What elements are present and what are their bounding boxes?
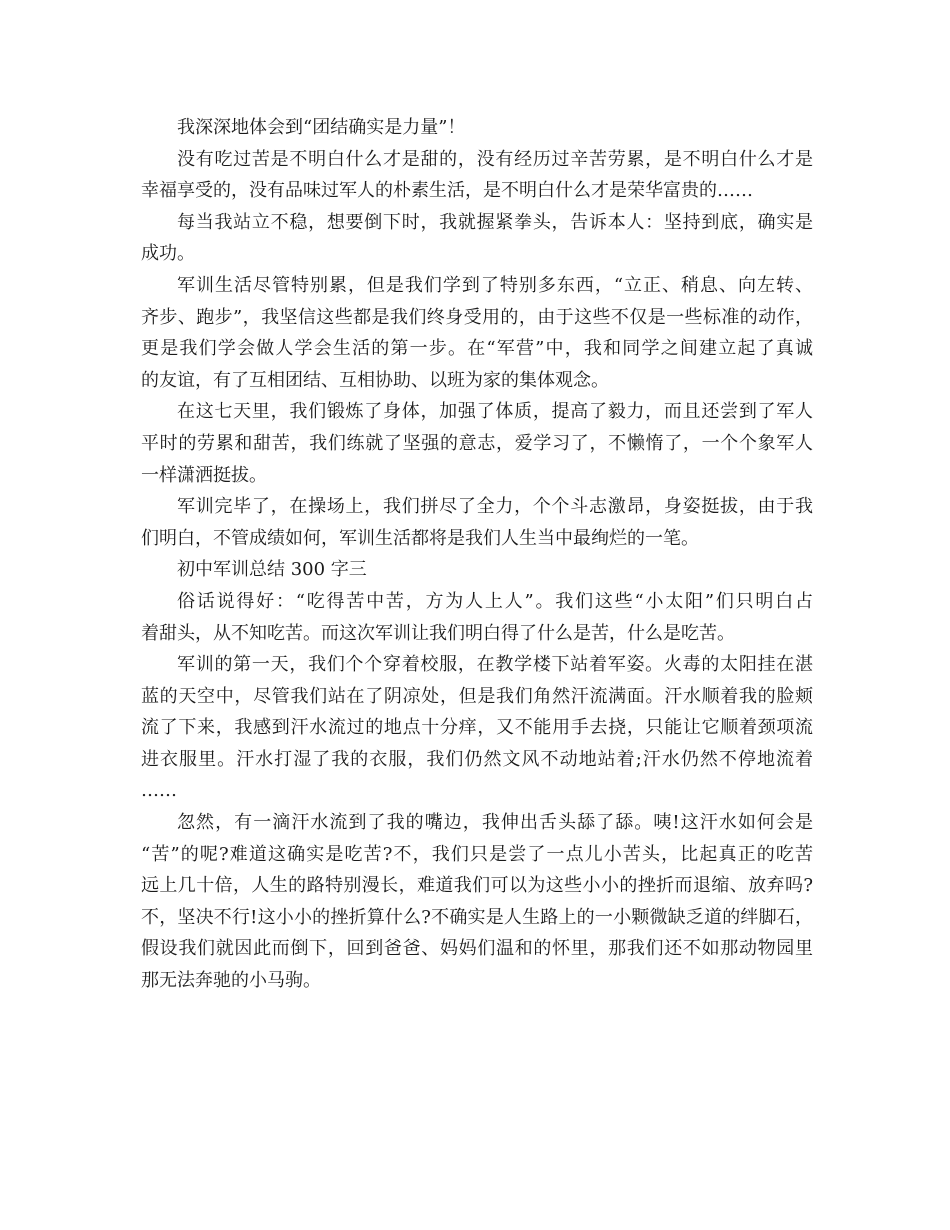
paragraph-line: “苦”的呢?难道这确实是吃苦?不，我们只是尝了一点儿小苦头，比起真正的吃苦 — [141, 843, 813, 865]
paragraph-line: 我深深地体会到“团结确实是力量”！ — [177, 117, 466, 138]
paragraph-line: 那无法奔驰的小马驹。 — [141, 970, 321, 992]
paragraph — [141, 491, 813, 554]
paragraph — [141, 554, 813, 586]
paragraph-line: 忽然，有一滴汗水流到了我的嘴边，我伸出舌头舔了舔。咦!这汗水如何会是 — [177, 812, 813, 834]
paragraph-line: 每当我站立不稳，想要倒下时，我就握紧拳头，告诉本人：坚持到底，确实是 — [177, 211, 813, 233]
paragraph-line: 军训完毕了，在操场上，我们拼尽了全力，个个斗志激昂，身姿挺拔，由于我 — [177, 496, 813, 518]
paragraph-line: 流了下来，我感到汗水流过的地点十分痒，又不能用手去挠，只能让它顺着颈项流 — [141, 717, 813, 739]
paragraph-line: 着甜头，从不知吃苦。而这次军训让我们明白得了什么是苦，什么是吃苦。 — [141, 622, 735, 644]
paragraph-line: 成功。 — [141, 243, 195, 265]
paragraph — [141, 207, 813, 270]
paragraph — [141, 112, 813, 144]
paragraph-line: 俗话说得好：“吃得苦中苦，方为人上人”。我们这些“小太阳”们只明白占 — [177, 590, 813, 612]
paragraph-line: 平时的劳累和甜苦，我们练就了坚强的意志，爱学习了，不懒惰了，一个个象军人 — [141, 432, 813, 454]
paragraph-line: 齐步、跑步”，我坚信这些都是我们终身受用的，由于这些不仅是一些标准的动作， — [141, 306, 813, 328]
paragraph-line: 更是我们学会做人学会生活的第一步。在“军营”中，我和同学之间建立起了真诚 — [141, 338, 813, 360]
paragraph-line: 远上几十倍，人生的路特别漫长，难道我们可以为这些小小的挫折而退缩、放弃吗? — [141, 875, 813, 897]
paragraph — [141, 649, 813, 807]
paragraph-line: 军训的第一天，我们个个穿着校服，在教学楼下站着军姿。火毒的太阳挂在湛 — [177, 654, 813, 676]
paragraph — [141, 807, 813, 997]
paragraph-line: 在这七天里，我们锻炼了身体，加强了体质，提高了毅力，而且还尝到了军人 — [177, 401, 813, 423]
paragraph-line: 们明白，不管成绩如何，军训生活都将是我们人生当中最绚烂的一笔。 — [141, 527, 699, 549]
paragraph — [141, 144, 813, 207]
paragraph-line: 不，坚决不行!这小小的挫折算什么?不确实是人生路上的一小颗微缺乏道的绊脚石， — [141, 906, 813, 928]
paragraph — [141, 270, 813, 396]
paragraph-line: 进衣服里。汗水打湿了我的衣服，我们仍然文风不动地站着;汗水仍然不停地流着 — [141, 748, 813, 770]
paragraph-line: 一样潇洒挺拔。 — [141, 464, 267, 486]
paragraph-line: 假设我们就因此而倒下，回到爸爸、妈妈们温和的怀里，那我们还不如那动物园里 — [141, 938, 813, 960]
paragraph-line: 幸福享受的，没有品味过军人的朴素生活，是不明白什么才是荣华富贵的…… — [141, 180, 753, 202]
paragraph — [141, 396, 813, 491]
paragraph — [141, 586, 813, 649]
document-body — [141, 112, 813, 997]
paragraph-line: 初中军训总结 300 字三 — [177, 559, 367, 581]
paragraph-line: 蓝的天空中，尽管我们站在了阴凉处，但是我们角然汗流满面。汗水顺着我的脸颊 — [141, 685, 813, 707]
paragraph-line: 的友谊，有了互相团结、互相协助、以班为家的集体观念。 — [141, 369, 609, 391]
paragraph-line: …… — [141, 780, 177, 802]
paragraph-line: 军训生活尽管特别累，但是我们学到了特别多东西，“立正、稍息、向左转、 — [177, 274, 813, 296]
paragraph-line: 没有吃过苦是不明白什么才是甜的，没有经历过辛苦劳累，是不明白什么才是 — [177, 148, 813, 170]
